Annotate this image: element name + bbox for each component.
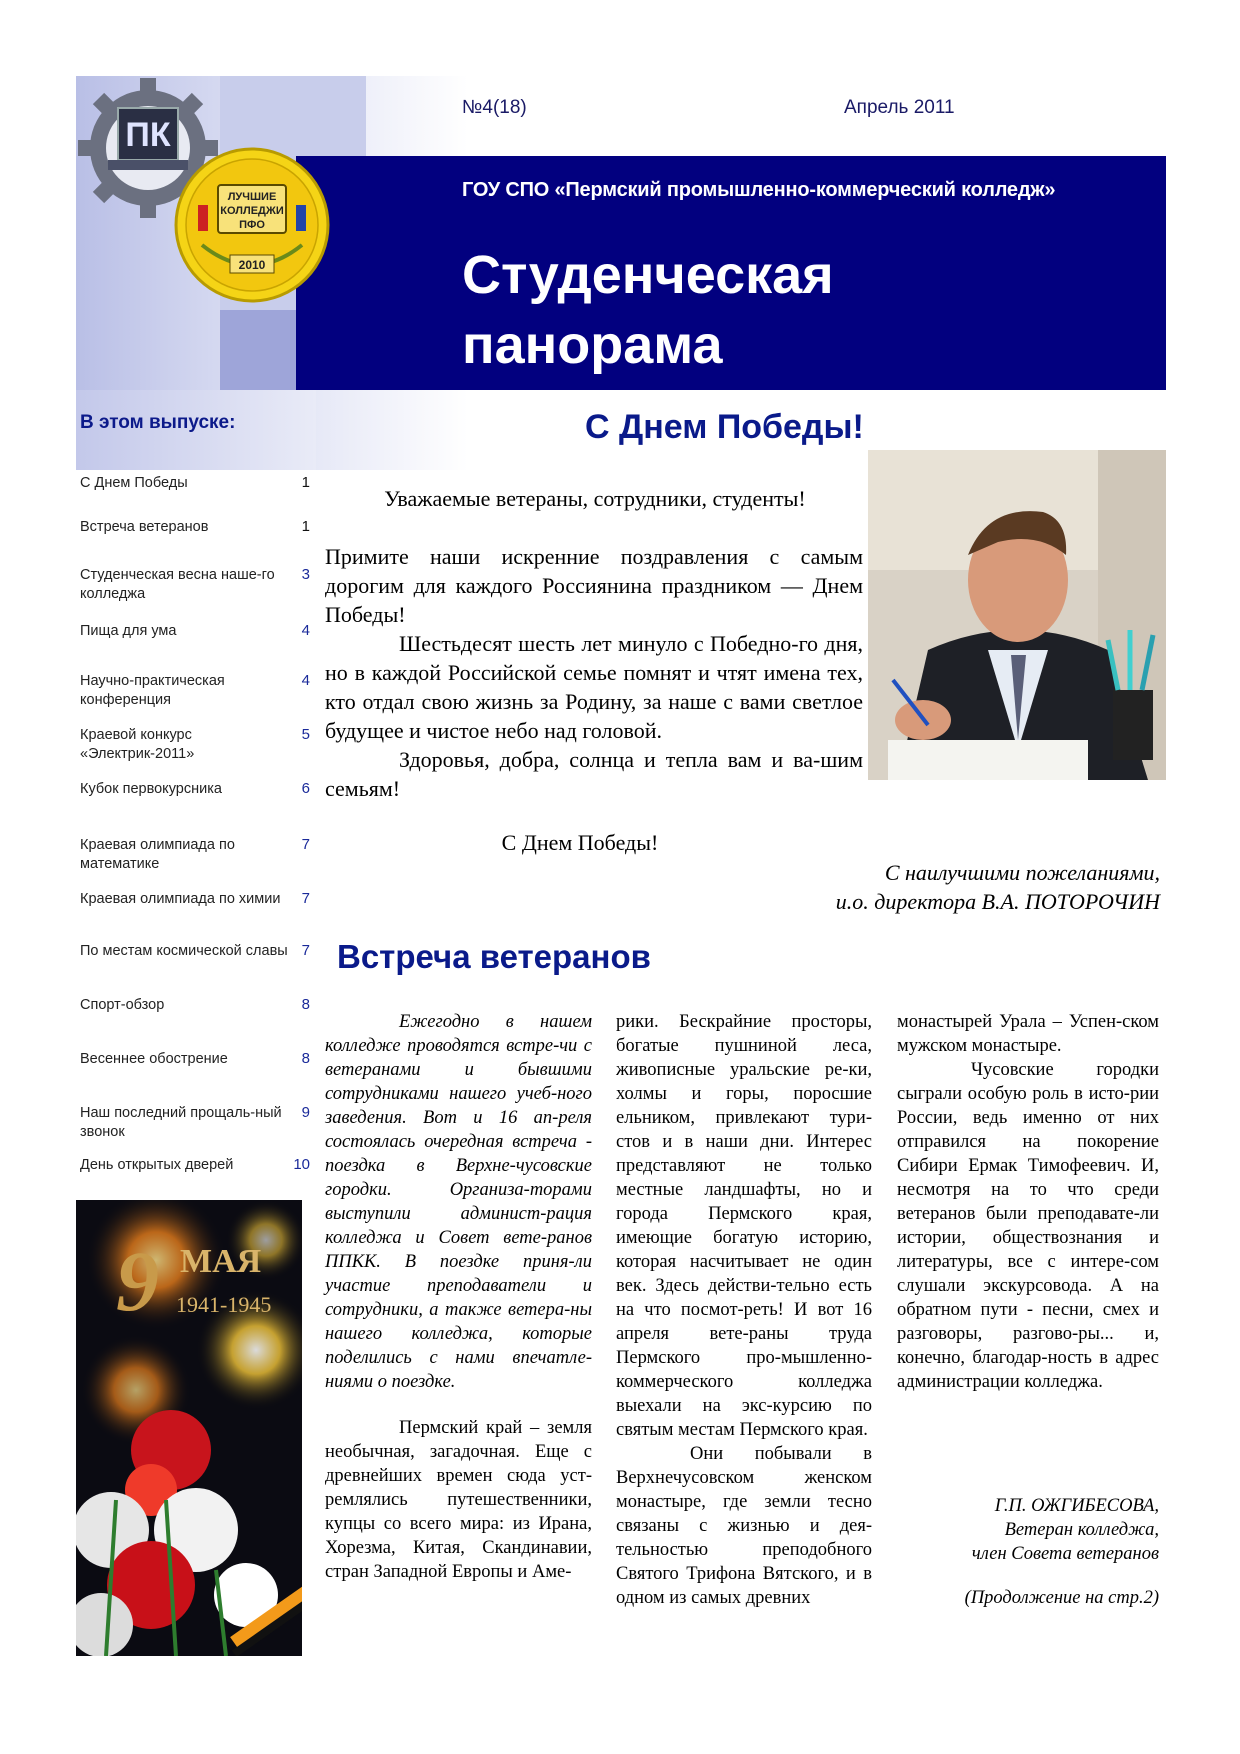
logo-letters: ПК	[125, 116, 171, 154]
poster-years: 1941-1945	[176, 1292, 272, 1317]
best-colleges-medal	[172, 145, 332, 305]
greeting-paragraph-1: Примите наши искренние поздравления с самым дорогим для каждого Россиянина праздником — Днем Победы!	[325, 544, 863, 627]
greeting-body	[325, 542, 863, 803]
toc-item-page: 9	[301, 1104, 310, 1121]
title-line-2: панорама	[462, 315, 723, 375]
author-name: Г.П. ОЖГИБЕСОВА,	[994, 1496, 1159, 1516]
toc-item-page: 7	[301, 890, 310, 907]
medal-year: 2010	[238, 258, 266, 272]
greeting-paragraph-3: Здоровья, добра, солнца и тепла вам и ва-шим семьям!	[325, 747, 863, 801]
toc-item-page: 8	[301, 996, 310, 1013]
toc-item-label: Наш последний прощаль-ный звонок	[80, 1105, 282, 1140]
toc-item-page: 1	[301, 474, 310, 491]
toc-item-label: Кубок первокурсника	[80, 781, 222, 797]
article-paragraph: рики. Бескрайние просторы, богатые пушниной леса, живописные уральские ре-ки, холмы и горы, поросшие ельником, привлекают тури-стов и в наши дни. Интерес представляют не только местные ландшафты, но и города Пермского края, имеющие богатую историю, которая насчитывает не один век. Здесь действи-тельно есть на что посмот-реть! И вот 16 апреля вете-раны труда Пермского про-мышленно-коммерческого колледжа выехали на экс-курсию по святым местам Пермского края.	[616, 1012, 872, 1440]
greeting-signature-line-2: и.о. директора В.А. ПОТОРОЧИН	[835, 889, 1160, 914]
director-photo	[868, 450, 1166, 780]
toc-heading: В этом выпуске:	[80, 412, 236, 433]
medal-line-1: ЛУЧШИЕ	[227, 191, 277, 203]
article-paragraph: монастырей Урала – Успен-ском мужском монастыре.	[897, 1012, 1159, 1056]
author-role-1: Ветеран колледжа,	[1004, 1520, 1159, 1540]
toc-item-page: 6	[301, 780, 310, 797]
issue-date: Апрель 2011	[844, 97, 955, 118]
title-line-1: Студенческая	[462, 245, 834, 305]
college-name: ГОУ СПО «Пермский промышленно-коммерческий колледж»	[462, 179, 1056, 201]
greeting-paragraph-2: Шестьдесят шесть лет минуло с Победно-го дня, но в каждой Российской семье помнят и чтят имена тех, кто отдал свою жизнь за Родину, за наше с вами светлое будущее и чистое небо над головой.	[325, 631, 863, 743]
toc-item-label: Краевая олимпиада по математике	[80, 837, 235, 872]
medal-line-2: КОЛЛЕДЖИ	[220, 205, 284, 217]
article-column-1	[325, 1010, 592, 1584]
newspaper-title	[462, 240, 1142, 380]
toc-item-page: 4	[301, 622, 310, 639]
decor-square	[220, 310, 296, 390]
article-column-2	[616, 1010, 872, 1610]
toc-item-page: 7	[301, 942, 310, 959]
greeting-closing: С Днем Победы!	[501, 830, 659, 855]
toc-item-label: Спорт-обзор	[80, 997, 165, 1013]
toc-item-page: 7	[301, 836, 310, 853]
issue-number: №4(18)	[462, 97, 527, 118]
author-role-2: член Совета ветеранов	[971, 1544, 1159, 1564]
victory-heading: С Днем Победы!	[585, 408, 864, 446]
poster-day: 9	[116, 1233, 159, 1329]
toc-item-page: 3	[301, 566, 310, 583]
toc-item-label: Студенческая весна наше-го колледжа	[80, 567, 275, 602]
article-paragraph: Чусовские городки сыграли особую роль в исто-рии России, ведь именно от них отправился на покорение Сибири Ермак Тимофеевич. И, несмотря на то что среди ветеранов были преподавате-ли истории, обществознания и литературы, все с интере-сом слушали экскурсовода. А на обратном пути - песни, смех и разговоры, разгово-ры... и, конечно, благодар-ность в адрес администрации колледжа.	[897, 1060, 1159, 1392]
continued-note: (Продолжение на стр.2)	[964, 1588, 1159, 1608]
meeting-heading: Встреча ветеранов	[337, 938, 651, 975]
article-intro: Ежегодно в нашем колледже проводятся встре-чи с ветеранами и бывшими сотрудниками нашего учеб-ного заведения. Вот и 16 ап-реля состоялась очередная встреча - поездка в Верхне-чусовские городки. Организа-торами выступили админист-рация колледжа и Совет вете-ранов ППКК. В поездке приня-ли участие преподаватели и сотрудники, а также ветера-ны нашего колледжа, которые поделились с нами впечатле-ниями о поездке.	[325, 1012, 592, 1392]
toc-item-page: 1	[301, 518, 310, 535]
victory-day-poster	[76, 1200, 302, 1656]
toc-item-page: 8	[301, 1050, 310, 1067]
greeting-signature-line-1: С наилучшими пожеланиями,	[884, 860, 1160, 885]
toc-item-page: 5	[301, 726, 310, 743]
greeting-salutation: Уважаемые ветераны, сотрудники, студенты!	[384, 486, 806, 511]
toc-item-page: 4	[301, 672, 310, 689]
toc-item-label: С Днем Победы	[80, 475, 188, 491]
toc-item-label: Пища для ума	[80, 623, 177, 639]
toc-item-label: День открытых дверей	[80, 1157, 234, 1173]
toc-item-label: Научно-практическая конференция	[80, 673, 225, 708]
toc-item-label: По местам космической славы	[80, 943, 288, 959]
article-column-3	[897, 1010, 1159, 1394]
article-paragraph: Пермский край – земля необычная, загадочная. Еще с древнейших времен сюда уст-ремлялись путешественники, купцы со всего мира: из Ирана, Хорезма, Китая, Скандинавии, стран Западной Европы и Аме-	[325, 1418, 592, 1582]
toc-item-label: Краевая олимпиада по химии	[80, 891, 281, 907]
toc-item-page: 10	[293, 1156, 310, 1173]
medal-line-3: ПФО	[239, 219, 265, 231]
toc-item-label: Краевой конкурс «Электрик-2011»	[80, 727, 195, 762]
toc-item-label: Встреча ветеранов	[80, 519, 209, 535]
article-paragraph: Они побывали в Верхнечусовском женском монастыре, где земли тесно связаны с жизнью и дея-тельностью преподобного Святого Трифона Вятского, и в одном из самых древних	[616, 1444, 872, 1608]
poster-month: МАЯ	[180, 1243, 262, 1280]
toc-item-label: Весеннее обострение	[80, 1051, 228, 1067]
